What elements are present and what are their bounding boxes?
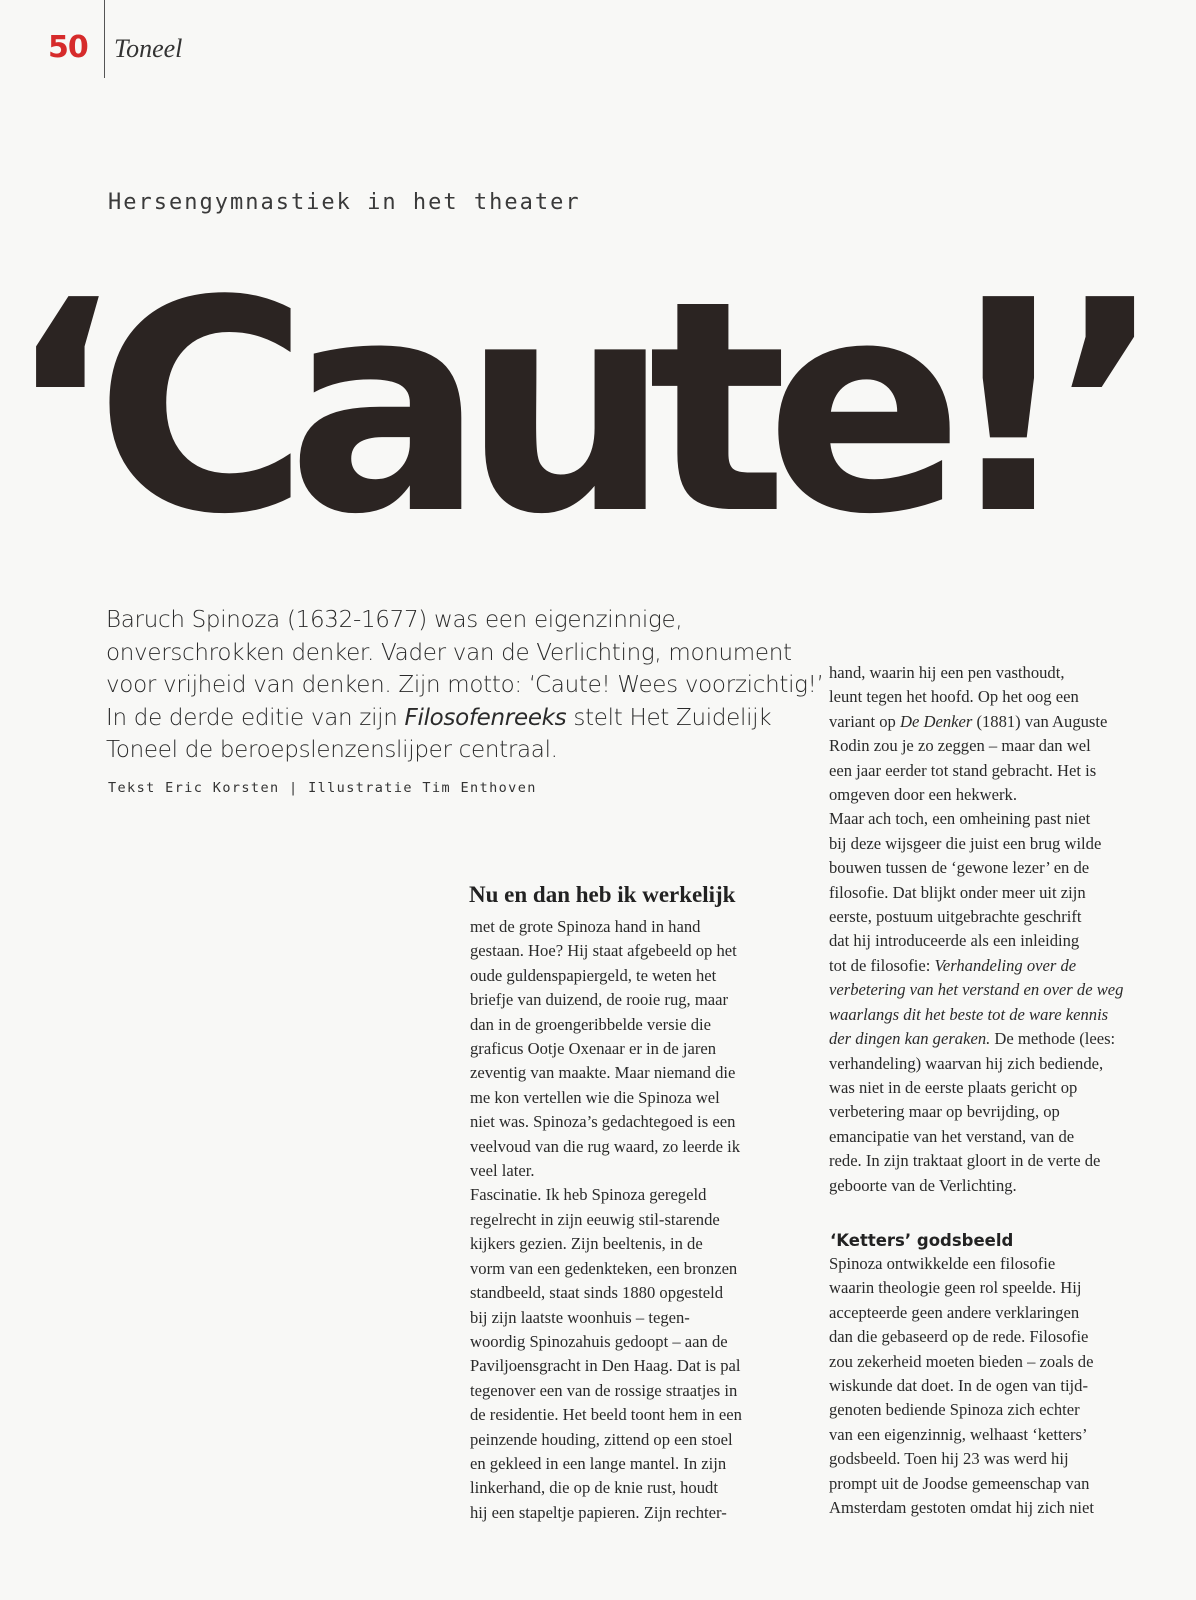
text-line: niet was. Spinoza’s gedachtegoed is een (470, 1112, 736, 1132)
text-line: bij zijn laatste woonhuis – tegen- (470, 1307, 690, 1327)
text-line: dat hij introduceerde als een inleiding (829, 931, 1080, 951)
text-line: Maar ach toch, een omheining past niet (829, 809, 1091, 829)
section-title: Toneel (114, 34, 183, 63)
text-line: prompt uit de Joodse gemeenschap van (829, 1473, 1090, 1493)
text-line: zeventig van maakte. Maar niemand die (470, 1063, 736, 1083)
text-line: zou zekerheid moeten bieden – zoals de (829, 1351, 1094, 1371)
text-line: waarin theologie geen rol speelde. Hij (829, 1278, 1082, 1298)
text-line: tegenover een van de rossige straatjes in (470, 1380, 738, 1400)
intro-paragraph (106, 604, 824, 767)
text-line: Paviljoensgracht in Den Haag. Dat is pal (470, 1356, 741, 1376)
text-line: vorm van een gedenkteken, een bronzen (470, 1258, 738, 1278)
text-line: Baruch Spinoza (1632-1677) was een eigenzinnige, (106, 607, 683, 633)
text-line: verhandeling) waarvan hij zich bediende, (829, 1053, 1104, 1073)
text-line: Spinoza ontwikkelde een filosofie (829, 1254, 1056, 1273)
text-line: Fascinatie. Ik heb Spinoza geregeld (470, 1185, 707, 1205)
subheading: ‘Ketters’ godsbeeld (830, 1231, 1014, 1250)
header-rule (104, 0, 105, 78)
text-line: graficus Ootje Oxenaar er in de jaren (470, 1039, 717, 1059)
text-line: briefje van duizend, de rooie rug, maar (470, 990, 729, 1010)
text-line: met de grote Spinoza hand in hand (470, 917, 701, 936)
text-line: bij deze wijsgeer die juist een brug wilde (829, 833, 1102, 853)
text-line: veelvoud van die rug waard, zo leerde ik (470, 1136, 740, 1156)
text-line: een jaar eerder tot stand gebracht. Het is (829, 760, 1097, 780)
text-line: eerste, postuum uitgebrachte geschrift (829, 907, 1082, 927)
text-line: verbetering van het verstand en over de weg (829, 980, 1124, 1000)
kicker: Hersengymnastiek in het theater (108, 190, 581, 215)
credit-line: Tekst Eric Korsten | Illustratie Tim Enthoven (108, 780, 537, 796)
text-line: was niet in de eerste plaats gericht op (829, 1077, 1078, 1097)
text-line: variant op De Denker (1881) van Auguste (829, 711, 1108, 731)
text-line: Toneel de beroepslenzenslijper centraal. (106, 737, 558, 763)
text-line: en gekleed in een lange mantel. In zijn (470, 1453, 727, 1473)
text-line: waarlangs dit het beste tot de ware kennis (829, 1004, 1109, 1024)
text-line: kijkers gezien. Zijn beeltenis, in de (470, 1234, 703, 1254)
text-line: der dingen kan geraken. De methode (lees: (829, 1029, 1116, 1049)
text-line: emancipatie van het verstand, van de (829, 1126, 1075, 1146)
text-line: verbetering maar op bevrijding, op (829, 1102, 1060, 1122)
lead-in: Nu en dan heb ik werkelijk (469, 882, 736, 907)
text-line: standbeeld, staat sinds 1880 opgesteld (470, 1283, 724, 1303)
text-line: woordig Spinozahuis gedoopt – aan de (470, 1331, 728, 1351)
page-number: 50 (48, 30, 88, 65)
text-line: oude guldenspapiergeld, te weten het (470, 965, 717, 985)
article-column-right-continued (829, 1252, 1179, 1520)
text-line: genoten bediende Spinoza zich echter (829, 1400, 1080, 1420)
text-line: de residentie. Het beeld toont hem in een (470, 1405, 742, 1425)
text-line: accepteerde geen andere verklaringen (829, 1302, 1080, 1322)
text-line: linkerhand, die op de knie rust, houdt (470, 1478, 718, 1498)
text-line: leunt tegen het hoofd. Op het oog een (829, 687, 1079, 707)
text-line: In de derde editie van zijn Filosofenreeks stelt Het Zuidelijk (106, 704, 772, 731)
text-line: omgeven door een hekwerk. (829, 785, 1017, 805)
text-line: regelrecht in zijn eeuwig stil-starende (470, 1209, 720, 1229)
text-line: dan die gebaseerd op de rede. Filosofie (829, 1327, 1089, 1347)
text-line: geboorte van de Verlichting. (829, 1175, 1017, 1195)
text-line: godsbeeld. Toen hij 23 was werd hij (829, 1449, 1069, 1469)
headline: ‘Caute!’ (6, 238, 1142, 578)
article-column-middle (470, 915, 800, 1525)
text-line: van een eigenzinnig, welhaast ‘ketters’ (829, 1424, 1088, 1444)
text-line: peinzende houding, zittend op een stoel (470, 1429, 733, 1449)
text-line: hij een stapeltje papieren. Zijn rechter- (470, 1502, 727, 1522)
article-column-right (829, 661, 1179, 1198)
text-line: veel later. (470, 1161, 535, 1181)
text-line: bouwen tussen de ‘gewone lezer’ en de (829, 858, 1090, 878)
text-line: me kon vertellen wie die Spinoza wel (470, 1087, 720, 1107)
text-line: gestaan. Hoe? Hij staat afgebeeld op het (470, 941, 737, 961)
text-line: tot de filosofie: Verhandeling over de (829, 955, 1077, 975)
text-line: wiskunde dat doet. In de ogen van tijd- (829, 1376, 1088, 1396)
text-line: filosofie. Dat blijkt onder meer uit zijn (829, 882, 1086, 902)
text-line: Rodin zou je zo zeggen – maar dan wel (829, 736, 1091, 756)
text-line: rede. In zijn traktaat gloort in de verte de (829, 1151, 1101, 1171)
text-line: hand, waarin hij een pen vasthoudt, (829, 663, 1065, 682)
text-line: onverschrokken denker. Vader van de Verlichting, monument (106, 639, 792, 666)
text-line: dan in de groengeribbelde versie die (470, 1014, 711, 1034)
text-line: Amsterdam gestoten omdat hij zich niet (829, 1498, 1094, 1518)
text-line: voor vrijheid van denken. Zijn motto: ‘Caute! Wees voorzichtig!’ (106, 672, 824, 698)
